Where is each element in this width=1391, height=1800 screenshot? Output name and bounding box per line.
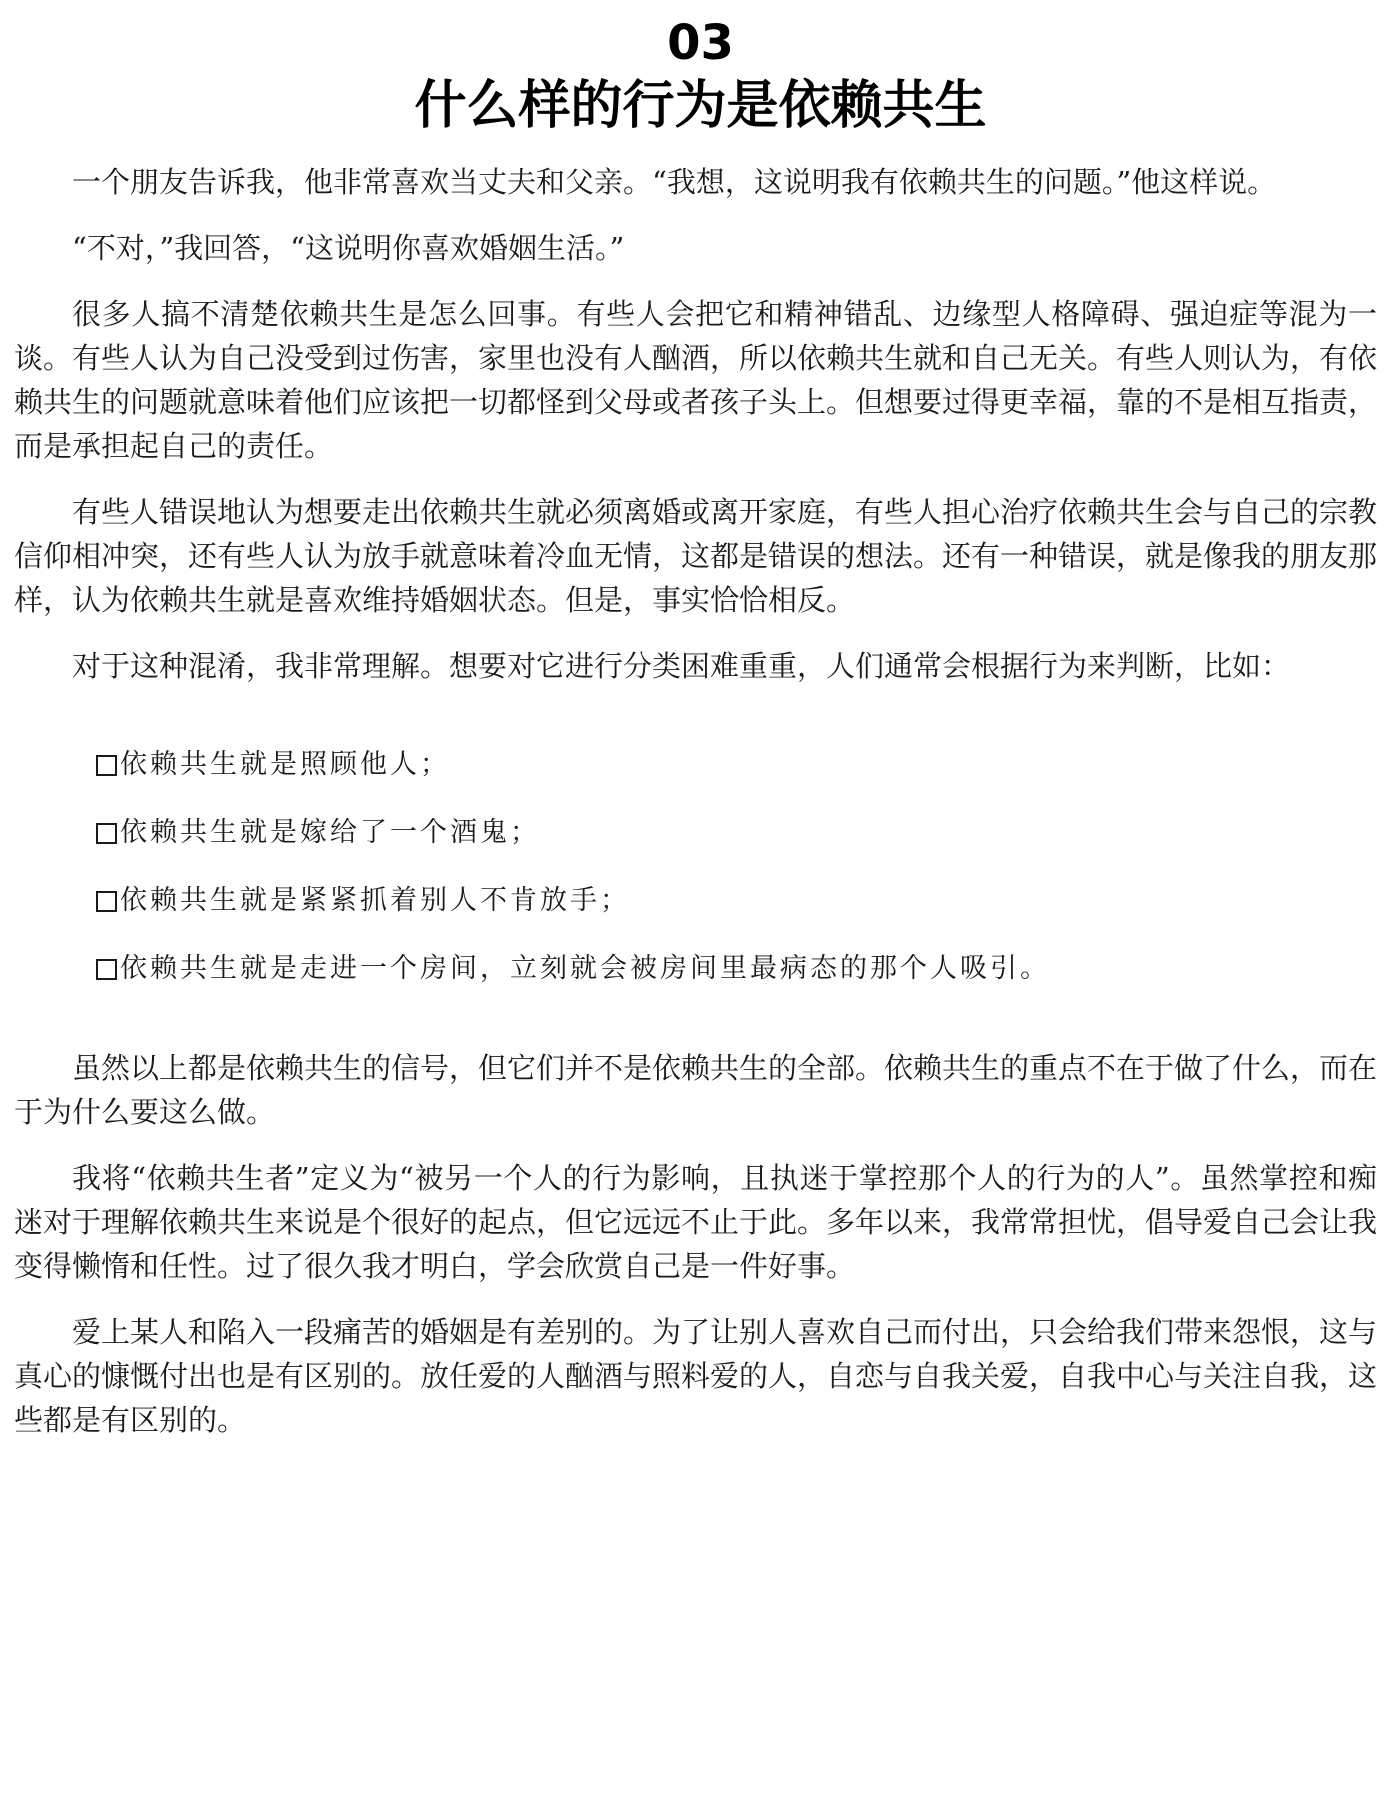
checklist-item-text: 依赖共生就是紧紧抓着别人不肯放手；: [120, 885, 630, 916]
checklist-item-text: 依赖共生就是照顾他人；: [120, 749, 450, 780]
intro-section: [14, 160, 1377, 688]
checklist-item: [96, 882, 1377, 920]
checkbox-icon: [96, 823, 117, 844]
checklist-item: [96, 950, 1377, 988]
checklist-item-text: 依赖共生就是嫁给了一个酒鬼；: [120, 817, 540, 848]
closing-section: [14, 1046, 1377, 1442]
checkbox-icon: [96, 891, 117, 912]
paragraph: 很多人搞不清楚依赖共生是怎么回事。有些人会把它和精神错乱、边缘型人格障碍、强迫症等混为一谈。有些人认为自己没受到过伤害，家里也没有人酗酒，所以依赖共生就和自己无关。有些人则认为，有依赖共生的问题就意味着他们应该把一切都怪到父母或者孩子头上。但想要过得更幸福，靠的不是相互指责，而是承担起自己的责任。: [14, 297, 1378, 463]
chapter-title: 什么样的行为是依赖共生: [414, 76, 987, 136]
paragraph: 爱上某人和陷入一段痛苦的婚姻是有差别的。为了让别人喜欢自己而付出，只会给我们带来怨恨，这与真心的慷慨付出也是有区别的。放任爱的人酗酒与照料爱的人，自恋与自我关爱，自我中心与关注自我，这些都是有区别的。: [14, 1315, 1378, 1437]
paragraph: 虽然以上都是依赖共生的信号，但它们并不是依赖共生的全部。依赖共生的重点不在于做了什么，而在于为什么要这么做。: [14, 1051, 1378, 1129]
paragraph: 有些人错误地认为想要走出依赖共生就必须离婚或离开家庭，有些人担心治疗依赖共生会与自己的宗教信仰相冲突，还有些人认为放手就意味着冷血无情，这都是错误的想法。还有一种错误，就是像我的朋友那样，认为依赖共生就是喜欢维持婚姻状态。但是，事实恰恰相反。: [14, 495, 1378, 617]
paragraph: 一个朋友告诉我，他非常喜欢当丈夫和父亲。“我想，这说明我有依赖共生的问题。”他这样说。: [72, 165, 1277, 199]
checkbox-icon: [96, 755, 117, 776]
chapter-number: 03: [667, 15, 734, 71]
chapter-header: [24, 14, 1377, 140]
behavior-checklist: [96, 746, 1377, 988]
paragraph: 我将“依赖共生者”定义为“被另一个人的行为影响，且执迷于掌控那个人的行为的人”。虽然掌控和痴迷对于理解依赖共生来说是个很好的起点，但它远远不止于此。多年以来，我常常担忧，倡导爱自己会让我变得懒惰和任性。过了很久我才明白，学会欣赏自己是一件好事。: [14, 1161, 1378, 1283]
checklist-item: [96, 746, 1377, 784]
checklist-item: [96, 814, 1377, 852]
paragraph: “不对，”我回答，“这说明你喜欢婚姻生活。”: [72, 231, 625, 265]
checklist-item-text: 依赖共生就是走进一个房间，立刻就会被房间里最病态的那个人吸引。: [120, 953, 1050, 984]
paragraph: 对于这种混淆，我非常理解。想要对它进行分类困难重重，人们通常会根据行为来判断，比如：: [72, 649, 1291, 683]
checkbox-icon: [96, 959, 117, 980]
